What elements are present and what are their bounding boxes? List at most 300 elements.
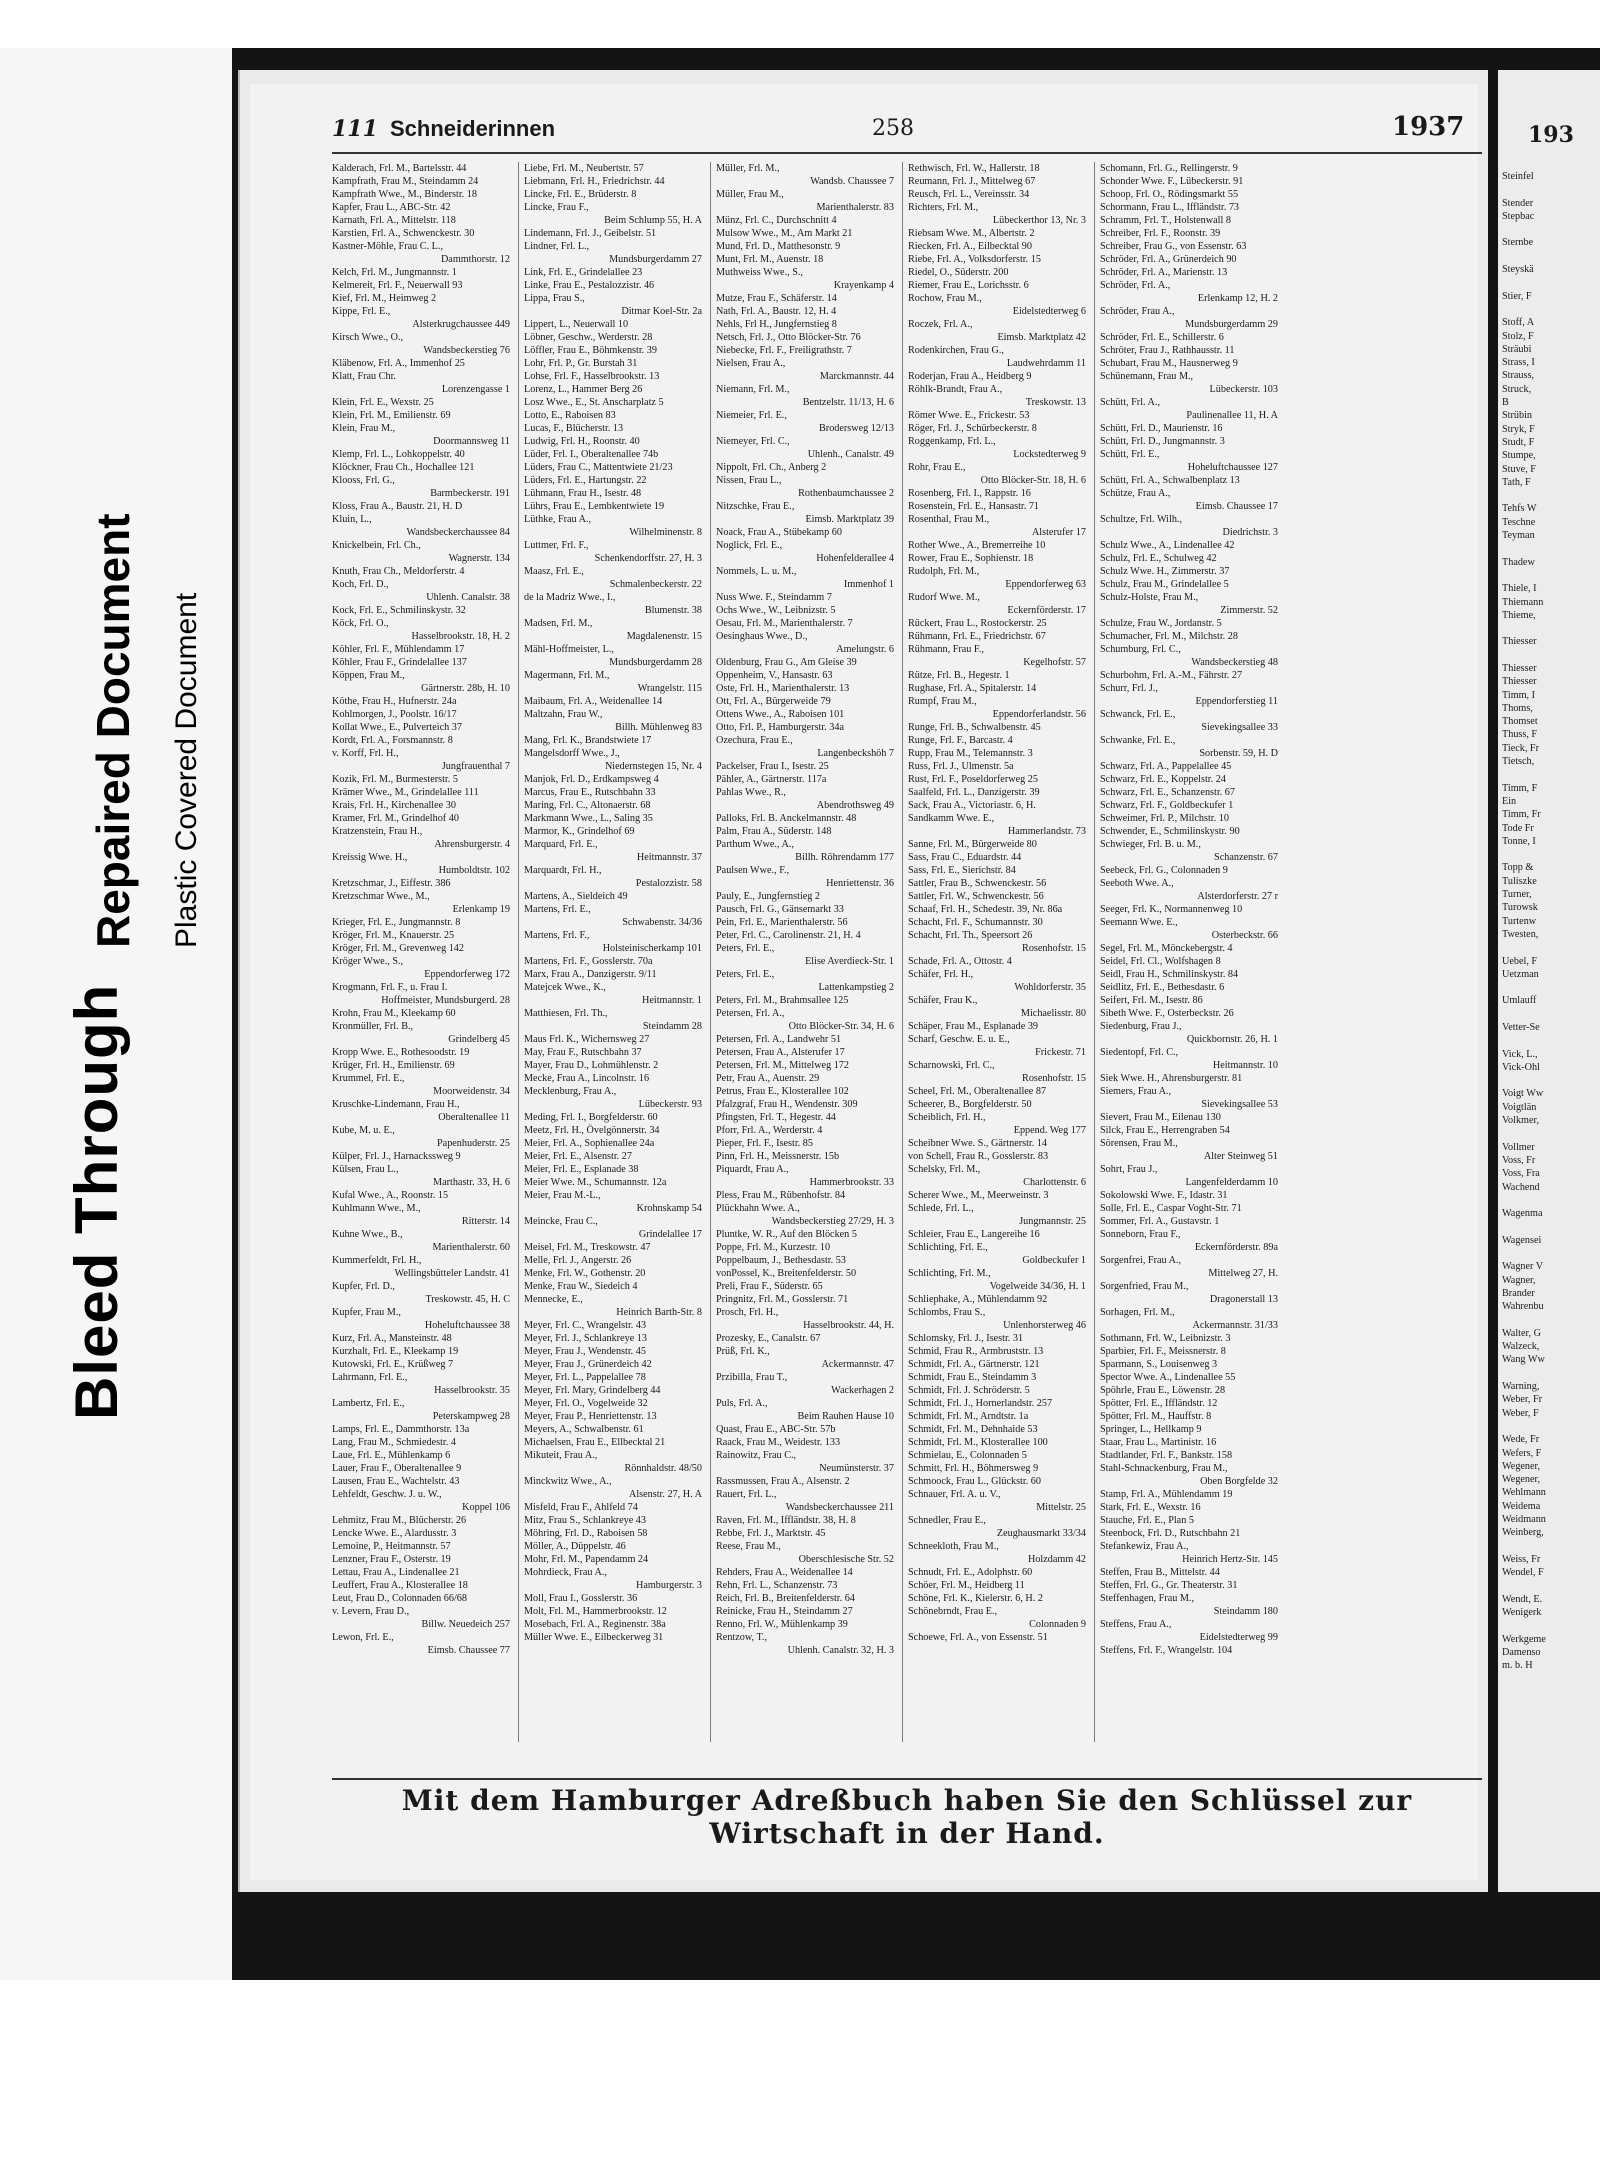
- directory-entry: Matthiesen, Frl. Th.,: [524, 1008, 608, 1019]
- directory-entry: Treskowstr. 13: [1025, 397, 1086, 408]
- directory-entry: Klemp, Frl. L., Lohkoppelstr. 40: [332, 449, 465, 460]
- directory-entry: Schwanck, Frl. E.,: [1100, 709, 1176, 720]
- directory-entry: Richters, Frl. M.,: [908, 202, 979, 213]
- next-page-entry: Tonne, I: [1502, 835, 1536, 847]
- directory-entry: Oldenburg, Frau G., Am Gleise 39: [716, 657, 857, 668]
- directory-entry: Reusch, Frl. L., Vereinsstr. 34: [908, 189, 1030, 200]
- directory-entry: Reich, Frl. B., Breitenfelderstr. 64: [716, 1593, 855, 1604]
- directory-entry: Alter Steinweg 51: [1203, 1151, 1278, 1162]
- directory-entry: Meier Wwe. M., Schumannstr. 12a: [524, 1177, 667, 1188]
- directory-entry: Schmidt, Frl. A., Gärtnerstr. 121: [908, 1359, 1040, 1370]
- directory-entry: Schlichting, Frl. E.,: [908, 1242, 988, 1253]
- directory-entry: Maltzahn, Frau W.,: [524, 709, 603, 720]
- directory-entry: Uhlenh. Canalstr. 38: [426, 592, 510, 603]
- directory-entry: Kampfrath, Frau M., Steindamm 24: [332, 176, 479, 187]
- directory-entry: Liebmann, Frl. H., Friedrichstr. 44: [524, 176, 665, 187]
- directory-entry: Stark, Frl. E., Wexstr. 16: [1100, 1502, 1201, 1513]
- directory-entry: Grindelallee 17: [638, 1229, 702, 1240]
- directory-entry: Niebecke, Frl. F., Freiligrathstr. 7: [716, 345, 852, 356]
- directory-entry: Misfeld, Frau F., Ahlfeld 74: [524, 1502, 638, 1513]
- directory-entry: Köhler, Frau F., Grindelallee 137: [332, 657, 467, 668]
- directory-entry: Puls, Frl. A.,: [716, 1398, 768, 1409]
- directory-entry: Sibeth Wwe. F., Osterbeckstr. 26: [1100, 1008, 1234, 1019]
- directory-entry: Runge, Frl. F., Barcastr. 4: [908, 735, 1013, 746]
- directory-entry: Doormannsweg 11: [433, 436, 510, 447]
- directory-entry: Siek Wwe. H., Ahrensburgerstr. 81: [1100, 1073, 1243, 1084]
- directory-entry: Springer, L., Hellkamp 9: [1100, 1424, 1202, 1435]
- directory-entry: Koppel 106: [462, 1502, 510, 1513]
- directory-entry: Pfalzgraf, Frau H., Wendenstr. 309: [716, 1099, 858, 1110]
- directory-entry: Schwender, E., Schmilinskystr. 90: [1100, 826, 1240, 837]
- directory-entry: Laudwehrdamm 11: [1006, 358, 1086, 369]
- directory-entry: Martens, Frl. F., Gosslerstr. 70a: [524, 956, 653, 967]
- next-page-entry: Wagensei: [1502, 1234, 1542, 1246]
- next-page-entry: [1502, 223, 1600, 236]
- directory-entry: Marthastr. 33, H. 6: [433, 1177, 510, 1188]
- directory-entry: Steffens, Frau A.,: [1100, 1619, 1172, 1630]
- directory-entry: Sokolowski Wwe. F., Idastr. 31: [1100, 1190, 1228, 1201]
- directory-entry: Wackerhagen 2: [831, 1385, 894, 1396]
- directory-entry: Schwarz, Frl. F., Goldbeckufer 1: [1100, 800, 1234, 811]
- directory-entry: Lüder, Frl. I., Oberaltenallee 74b: [524, 449, 659, 460]
- directory-entry: Gärtnerstr. 28b, H. 10: [421, 683, 510, 694]
- next-page-entry: [1502, 848, 1600, 861]
- directory-entry: Schneekloth, Frau M.,: [908, 1541, 999, 1552]
- directory-entry: Koch, Frl. D.,: [332, 579, 389, 590]
- directory-entry: Riedel, O., Süderstr. 200: [908, 267, 1009, 278]
- next-page-entry: Walzeck,: [1502, 1341, 1540, 1353]
- directory-entry: Ott, Frl. A., Bürgerweide 79: [716, 696, 831, 707]
- next-page-entry: Thoms,: [1502, 702, 1533, 714]
- directory-entry: Köck, Frl. O.,: [332, 618, 389, 629]
- next-page-entry: [1502, 1220, 1600, 1233]
- directory-entry: Ackermannstr. 47: [821, 1359, 894, 1370]
- directory-entry: Raack, Frau M., Weidestr. 133: [716, 1437, 841, 1448]
- section-title: Schneiderinnen: [390, 116, 556, 141]
- directory-entry: Roczek, Frl. A.,: [908, 319, 973, 330]
- directory-entry: Zimmerstr. 52: [1220, 605, 1278, 616]
- directory-entry: Schnudt, Frl. E., Adolphstr. 60: [908, 1567, 1033, 1578]
- directory-entry: Lattenkampstieg 2: [818, 982, 894, 993]
- directory-entry: Ditmar Koel-Str. 2a: [621, 306, 702, 317]
- directory-entry: Klöckner, Frau Ch., Hochallee 121: [332, 462, 475, 473]
- directory-entry: Papenhuderstr. 25: [437, 1138, 510, 1149]
- directory-entry: Rassmussen, Frau A., Alsenstr. 2: [716, 1476, 850, 1487]
- directory-entry: Heitmannstr. 10: [1212, 1060, 1278, 1071]
- directory-entry: Billh. Röhrendamm 177: [795, 852, 894, 863]
- directory-entry: Marcus, Frau E., Rutschbahn 33: [524, 787, 656, 798]
- directory-entry: Meyer, Frau J., Wendenstr. 45: [524, 1346, 646, 1357]
- next-page-entry: [1502, 276, 1600, 289]
- directory-entry: Seidl, Frau H., Schmilinskystr. 84: [1100, 969, 1239, 980]
- directory-entry: Magdalenenstr. 15: [626, 631, 702, 642]
- directory-entry: Hasselbrookstr. 44, H.: [803, 1320, 894, 1331]
- next-page-entry: [1502, 1540, 1600, 1553]
- directory-entry: Pestalozzistr. 58: [635, 878, 702, 889]
- directory-entry: Seeboth Wwe. A.,: [1100, 878, 1174, 889]
- directory-entry: Kupfer, Frau M.,: [332, 1307, 401, 1318]
- directory-entry: Alsterkrugchaussee 449: [412, 319, 510, 330]
- directory-entry: Plückhahn Wwe. A.,: [716, 1203, 800, 1214]
- header-rule: [332, 152, 1482, 154]
- directory-entry: Eidelstedterweg 99: [1199, 1632, 1278, 1643]
- next-page-entry: Thiele, I: [1502, 583, 1537, 595]
- directory-entry: Lindemann, Frl. J., Geibelstr. 51: [524, 228, 657, 239]
- next-page-entry: [1502, 941, 1600, 954]
- next-page-entry: Thieme,: [1502, 609, 1536, 621]
- column-divider: [518, 162, 519, 1742]
- directory-entry: Manjok, Frl. D., Erdkampsweg 4: [524, 774, 659, 785]
- directory-entry: Mecke, Frau A., Lincolnstr. 16: [524, 1073, 650, 1084]
- directory-entry: Löbner, Geschw., Werderstr. 28: [524, 332, 653, 343]
- directory-page: [238, 70, 1488, 1892]
- directory-entry: Marquardt, Frl. H.,: [524, 865, 602, 876]
- directory-entry: Kummerfeldt, Frl. H.,: [332, 1255, 422, 1266]
- directory-entry: Segel, Frl. M., Mönckebergstr. 4: [1100, 943, 1233, 954]
- directory-entry: Pähler, A., Gärtnerstr. 117a: [716, 774, 827, 785]
- directory-entry: Eppendorferweg 172: [424, 969, 510, 980]
- directory-entry: Sievekingsallee 33: [1201, 722, 1278, 733]
- directory-entry: Sorhagen, Frl. M.,: [1100, 1307, 1175, 1318]
- directory-entry: Holsteinischerkamp 101: [602, 943, 702, 954]
- directory-entry: Schmielau, E., Colonnaden 5: [908, 1450, 1027, 1461]
- directory-entry: Riemer, Frau E., Lorichsstr. 6: [908, 280, 1029, 291]
- directory-entry: Linke, Frau E., Pestalozzistr. 46: [524, 280, 655, 291]
- directory-entry: Lorenz, L., Hammer Berg 26: [524, 384, 643, 395]
- directory-entry: Treskowstr. 45, H. C: [425, 1294, 510, 1305]
- directory-entry: Schlomsky, Frl. J., Isestr. 31: [908, 1333, 1024, 1344]
- directory-entry: Matejcek Wwe., K.,: [524, 982, 606, 993]
- directory-entry: Wagnerstr. 134: [448, 553, 510, 564]
- directory-entry: Schütt, Frl. A.,: [1100, 397, 1161, 408]
- directory-entry: Lüders, Frl. E., Hartungstr. 22: [524, 475, 647, 486]
- directory-entry: Roderjan, Frau A., Heidberg 9: [908, 371, 1032, 382]
- directory-entry: Beim Schlump 55, H. A: [604, 215, 702, 226]
- directory-entry: Seifert, Frl. M., Isestr. 86: [1100, 995, 1203, 1006]
- directory-entry: Marckmannstr. 44: [819, 371, 894, 382]
- directory-entry: Jungfrauenthal 7: [441, 761, 510, 772]
- directory-entry: Paulsen Wwe., F.,: [716, 865, 790, 876]
- directory-entry: Kock, Frl. E., Schmilinskystr. 32: [332, 605, 466, 616]
- directory-entry: Molt, Frl. M., Hammerbrookstr. 12: [524, 1606, 667, 1617]
- directory-entry: Schulz Wwe. H., Zimmerstr. 37: [1100, 566, 1230, 577]
- next-page-entry: [1502, 1579, 1600, 1592]
- directory-entry: Lehmitz, Frau M., Blücherstr. 26: [332, 1515, 467, 1526]
- directory-entry: Maasz, Frl. E.,: [524, 566, 584, 577]
- directory-entry: Peters, Frl. E.,: [716, 943, 775, 954]
- next-page-entry: Thiemann: [1502, 596, 1544, 608]
- directory-entry: Scharnowski, Frl. C.,: [908, 1060, 995, 1071]
- directory-entry: von Schell, Frau R., Gosslerstr. 83: [908, 1151, 1049, 1162]
- directory-entry: Meyer, Frau P., Henriettenstr. 13: [524, 1411, 657, 1422]
- directory-entry: Steindamm 28: [642, 1021, 702, 1032]
- directory-entry: Schmidt, Frl. M., Arndtstr. 1a: [908, 1411, 1029, 1422]
- next-page-entry: [1502, 649, 1600, 662]
- next-page-entry: Strauss,: [1502, 370, 1534, 382]
- next-page-entry: Struck,: [1502, 383, 1532, 395]
- directory-entry: Seidel, Frl. Cl., Wolfshagen 8: [1100, 956, 1221, 967]
- directory-entry: Klein, Frl. E., Wexstr. 25: [332, 397, 434, 408]
- directory-entry: Langenbeckshöh 7: [817, 748, 894, 759]
- directory-entry: Kreissig Wwe. H.,: [332, 852, 408, 863]
- directory-entry: Bentzelstr. 11/13, H. 6: [802, 397, 894, 408]
- directory-entry: Schöer, Frl. M., Heidberg 11: [908, 1580, 1025, 1591]
- next-page-entry: Teyman: [1502, 530, 1535, 542]
- directory-entry: Steenbock, Frl. D., Rutschbahn 21: [1100, 1528, 1241, 1539]
- directory-entry: Lambertz, Frl. E.,: [332, 1398, 405, 1409]
- directory-entry: Nehls, Frl H., Jungfernstieg 8: [716, 319, 837, 330]
- directory-entry: Schmalenbeckerstr. 22: [609, 579, 702, 590]
- directory-entry: Hoheluftchaussee 127: [1187, 462, 1278, 473]
- directory-entry: Schnedler, Frau E.,: [908, 1515, 986, 1526]
- directory-entry: Kluin, L.,: [332, 514, 372, 525]
- directory-entry: Schröder, Frl. A., Grünerdeich 90: [1100, 254, 1237, 265]
- directory-entry: Sothmann, Frl. W., Leibnizstr. 3: [1100, 1333, 1231, 1344]
- directory-entry: Sparmann, S., Louisenweg 3: [1100, 1359, 1218, 1370]
- directory-entry: Sorbenstr. 59, H. D: [1199, 748, 1278, 759]
- directory-entry: Heitmannstr. 1: [642, 995, 702, 1006]
- directory-entry: Petersen, Frl. M., Mittelweg 172: [716, 1060, 849, 1071]
- directory-entry: Hohenfelderallee 4: [816, 553, 894, 564]
- directory-entry: Müller, Frl. M.,: [716, 163, 780, 174]
- directory-entry: Lindner, Frl. L.,: [524, 241, 590, 252]
- directory-entry: Schulz-Holste, Frau M.,: [1100, 592, 1199, 603]
- next-page-entry: [1502, 1127, 1600, 1140]
- directory-entry: Rehders, Frau A., Weidenallee 14: [716, 1567, 853, 1578]
- directory-entry: Stauche, Frl. E., Plan 5: [1100, 1515, 1194, 1526]
- directory-entry: Kelch, Frl. M., Jungmannstr. 1: [332, 267, 457, 278]
- directory-entry: Holzdamm 42: [1027, 1554, 1086, 1565]
- next-page-entry: Turowsk: [1502, 902, 1538, 914]
- running-head: [332, 110, 1482, 150]
- directory-entry: Marquard, Frl. E.,: [524, 839, 598, 850]
- directory-entry: Pinn, Frl. H., Meissnerstr. 15b: [716, 1151, 840, 1162]
- next-page-entry: Thomset: [1502, 716, 1538, 728]
- directory-entry: Riebsam Wwe. M., Albertstr. 2: [908, 228, 1035, 239]
- directory-entry: Sorgenfried, Frau M.,: [1100, 1281, 1189, 1292]
- next-page-entry: Twesten,: [1502, 928, 1539, 940]
- directory-entry: Steffens, Frl. F., Wrangelstr. 104: [1100, 1645, 1233, 1656]
- directory-entry: Schlichting, Frl. M.,: [908, 1268, 991, 1279]
- directory-entry: Schmidt, Frl. J., Hornerlandstr. 257: [908, 1398, 1053, 1409]
- next-page-entry: [1502, 303, 1600, 316]
- column-divider: [1094, 162, 1095, 1742]
- next-page-entry: [1502, 569, 1600, 582]
- next-page-entry: [1502, 1194, 1600, 1207]
- directory-entry: Mittelweg 27, H.: [1208, 1268, 1278, 1279]
- directory-entry: Schöne, Frl. K., Kielerstr. 6, H. 2: [908, 1593, 1043, 1604]
- column-divider: [710, 162, 711, 1742]
- directory-entry: Siedentopf, Frl. C.,: [1100, 1047, 1179, 1058]
- directory-entry: Rosenhofstr. 15: [1022, 943, 1086, 954]
- directory-entry: Nissen, Frau L.,: [716, 475, 782, 486]
- directory-entry: Hoheluftchaussee 38: [424, 1320, 510, 1331]
- next-page-entry: Vetter-Se: [1502, 1022, 1540, 1033]
- directory-entry: Mennecke, E.,: [524, 1294, 583, 1305]
- directory-entry: Kretzschmar Wwe., M.,: [332, 891, 430, 902]
- next-page-entry: Tietsch,: [1502, 756, 1535, 768]
- next-page-entry: [1502, 622, 1600, 635]
- next-page-entry: Stepbac: [1502, 210, 1535, 222]
- directory-entry: Lencke Wwe. E., Alardusstr. 3: [332, 1528, 457, 1539]
- column-divider: [902, 162, 903, 1742]
- directory-entry: Mundsburgerdamm 27: [609, 254, 702, 265]
- directory-entry: Krummel, Frl. E.,: [332, 1073, 405, 1084]
- directory-entry: Oberschlesische Str. 52: [798, 1554, 894, 1565]
- next-page-entry: Weidema: [1502, 1500, 1541, 1512]
- directory-entry: Sattler, Frl. W., Schwenckestr. 56: [908, 891, 1044, 902]
- directory-entry: Sparbier, Frl. F., Meissnerstr. 8: [1100, 1346, 1226, 1357]
- directory-entry: Packelser, Frau I., Isestr. 25: [716, 761, 829, 772]
- directory-entry: Lohse, Frl. F., Hasselbrookstr. 13: [524, 371, 660, 382]
- directory-entry: Münz, Frl. C., Durchschnitt 4: [716, 215, 837, 226]
- directory-entry: Madsen, Frl. M.,: [524, 618, 593, 629]
- directory-entry: Oesinghaus Wwe., D.,: [716, 631, 808, 642]
- next-page-entry: [1502, 489, 1600, 502]
- directory-entry: Krohn, Frau M., Kleekamp 60: [332, 1008, 456, 1019]
- next-page-entry: Weiss, Fr: [1502, 1553, 1541, 1565]
- directory-entry: Lenzner, Frau F., Osterstr. 19: [332, 1554, 451, 1565]
- directory-entry: Leut, Frau D., Colonnaden 66/68: [332, 1593, 467, 1604]
- next-page-entry: Strübin: [1502, 410, 1533, 422]
- directory-entry: Kretzschmar, J., Eiffestr. 386: [332, 878, 451, 889]
- directory-entry: Eppendorferstieg 11: [1195, 696, 1278, 707]
- directory-entry: Scheibner Wwe. S., Gärtnerstr. 14: [908, 1138, 1048, 1149]
- next-page-entry: [1502, 1247, 1600, 1260]
- directory-entry: Krüger, Frl. H., Emilienstr. 69: [332, 1060, 455, 1071]
- directory-entry: Kurz, Frl. A., Mansteinstr. 48: [332, 1333, 452, 1344]
- directory-entry: Seebeck, Frl. G., Colonnaden 9: [1100, 865, 1228, 876]
- directory-entry: Rethwisch, Frl. W., Hallerstr. 18: [908, 163, 1040, 174]
- directory-entry: Maibaum, Frl. A., Weidenallee 14: [524, 696, 663, 707]
- directory-entry: Lockstedterweg 9: [1013, 449, 1086, 460]
- directory-entry: Eimsb. Chaussee 17: [1195, 501, 1278, 512]
- directory-entry: de la Madriz Wwe., I.,: [524, 592, 616, 603]
- directory-entry: Meincke, Frau C.,: [524, 1216, 598, 1227]
- directory-entry: Netsch, Frl. J., Otto Blöcker-Str. 76: [716, 332, 861, 343]
- directory-entry: Raven, Frl. M., Iffländstr. 38, H. 8: [716, 1515, 856, 1526]
- directory-entry: Müller Wwe. E., Eilbeckerweg 31: [524, 1632, 664, 1643]
- directory-entry: Lemoine, P., Heitmannstr. 57: [332, 1541, 451, 1552]
- directory-entry: Schulz, Frl. E., Schulweg 42: [1100, 553, 1217, 564]
- directory-entry: Mulsow Wwe., M., Am Markt 21: [716, 228, 853, 239]
- directory-entry: Wrangelstr. 115: [637, 683, 702, 694]
- directory-entry: Silck, Frau E., Herrengraben 54: [1100, 1125, 1230, 1136]
- directory-entry: Stefankewiz, Frau A.,: [1100, 1541, 1189, 1552]
- directory-entry: Immenhof 1: [843, 579, 894, 590]
- directory-entry: Petersen, Frl. A., Landwehr 51: [716, 1034, 842, 1045]
- directory-entry: Külper, Frl. J., Harnackssweg 9: [332, 1151, 461, 1162]
- directory-entry: Sommer, Frl. A., Gustavstr. 1: [1100, 1216, 1220, 1227]
- directory-entry: Lang, Frau M., Schmiedestr. 4: [332, 1437, 456, 1448]
- directory-entry: Rebbe, Frl. J., Marktstr. 45: [716, 1528, 826, 1539]
- directory-entry: Klein, Frl. M., Emilienstr. 69: [332, 410, 451, 421]
- directory-entry: Marienthalerstr. 60: [432, 1242, 510, 1253]
- directory-entry: Nath, Frl. A., Baustr. 12, H. 4: [716, 306, 837, 317]
- directory-entry: Sievert, Frau M., Eilenau 130: [1100, 1112, 1221, 1123]
- directory-entry: Niemeier, Frl. E.,: [716, 410, 787, 421]
- next-page-entry: Strass, I: [1502, 357, 1535, 369]
- next-page-fragment: [1492, 70, 1600, 1892]
- directory-entry: Kozik, Frl. M., Burmesterstr. 5: [332, 774, 458, 785]
- directory-entry: Rodenkirchen, Frau G.,: [908, 345, 1004, 356]
- directory-entry: Mähl-Hoffmeister, L.,: [524, 644, 614, 655]
- directory-entry: Köppen, Frau M.,: [332, 670, 405, 681]
- directory-entry: Eckernförderstr. 89a: [1194, 1242, 1278, 1253]
- directory-entry: Schleier, Frau E., Langereihe 16: [908, 1229, 1040, 1240]
- directory-entry: Abendrothsweg 49: [816, 800, 894, 811]
- directory-entry: Peterskampweg 28: [432, 1411, 510, 1422]
- directory-entry: Parthum Wwe., A.,: [716, 839, 794, 850]
- directory-entry: Stadtlander, Frl. F., Bankstr. 158: [1100, 1450, 1233, 1461]
- next-page-entry: Sternbe: [1502, 237, 1534, 249]
- directory-entry: Mohrdieck, Frau A.,: [524, 1567, 607, 1578]
- directory-entry: Kronmüller, Frl. B.,: [332, 1021, 414, 1032]
- directory-entry: Krämer Wwe., M., Grindelallee 111: [332, 787, 479, 798]
- next-page-entry: Timm, Fr: [1502, 809, 1541, 821]
- directory-entry: Scheel, Frl. M., Oberaltenallee 87: [908, 1086, 1047, 1097]
- next-page-entry: Sträubi: [1502, 343, 1532, 355]
- next-page-entry: [1502, 250, 1600, 263]
- directory-entry: Karnath, Frl. A., Mittelstr. 118: [332, 215, 456, 226]
- directory-entry: Losz Wwe., E., St. Anscharplatz 5: [524, 397, 664, 408]
- next-page-entry: Wede, Fr: [1502, 1434, 1540, 1446]
- directory-entry: Riecken, Frl. A., Eilbecktal 90: [908, 241, 1032, 252]
- directory-entry: Rönnhaldstr. 48/50: [624, 1463, 702, 1474]
- annotation-tab: [0, 48, 232, 1980]
- directory-entry: Schünemann, Frau M.,: [1100, 371, 1194, 382]
- next-page-entry: Stuve, F: [1502, 463, 1536, 475]
- directory-entry: Alsenstr. 27, H. A: [628, 1489, 702, 1500]
- directory-entry: Kröger, Frl. M., Knauerstr. 25: [332, 930, 455, 941]
- directory-entry: Alsterufer 17: [1031, 527, 1086, 538]
- directory-entry: Lübeckerstr. 93: [638, 1099, 702, 1110]
- directory-entry: Russ, Frl. J., Ulmenstr. 5a: [908, 761, 1014, 772]
- directory-entry: Steindamm 180: [1213, 1606, 1278, 1617]
- directory-entry: Noglick, Frl. E.,: [716, 540, 783, 551]
- directory-entry: Stahl-Schnackenburg, Frau M.,: [1100, 1463, 1228, 1474]
- directory-entry: Schonder Wwe. F., Lübeckerstr. 91: [1100, 176, 1244, 187]
- directory-entry: Hamburgerstr. 3: [635, 1580, 702, 1591]
- directory-entry: Peters, Frl. M., Brahmsallee 125: [716, 995, 849, 1006]
- directory-entry: Colonnaden 9: [1029, 1619, 1086, 1630]
- column-3: [716, 162, 896, 1742]
- directory-entry: Steffenhagen, Frau M.,: [1100, 1593, 1195, 1604]
- directory-entry: Frickestr. 71: [1035, 1047, 1086, 1058]
- directory-entry: Meyer, Frl. O., Vogelweide 32: [524, 1398, 648, 1409]
- next-page-entry: Weber, F: [1502, 1407, 1539, 1419]
- year: 1937: [1392, 112, 1465, 142]
- directory-entry: Melle, Frl. J., Angerstr. 26: [524, 1255, 632, 1266]
- directory-entry: Nuss Wwe. F., Steindamm 7: [716, 592, 832, 603]
- next-page-entry: Thuss, F: [1502, 729, 1538, 741]
- directory-entry: Schoop, Frl. O., Rödingsmarkt 55: [1100, 189, 1239, 200]
- directory-entry: Mang, Frl. K., Brandstwiete 17: [524, 735, 652, 746]
- directory-entry: Kuhlmann Wwe., M.,: [332, 1203, 421, 1214]
- directory-entry: Wandsbeckerstieg 76: [423, 345, 510, 356]
- directory-entry: Pieper, Frl. F., Isestr. 85: [716, 1138, 813, 1149]
- directory-entry: Eppend. Weg 177: [1013, 1125, 1086, 1136]
- directory-entry: Schäper, Frau M., Esplanade 39: [908, 1021, 1039, 1032]
- directory-entry: Meier, Frl. E., Alsenstr. 27: [524, 1151, 632, 1162]
- listing-columns: [332, 162, 1482, 1742]
- next-page-entry: Wehlmann: [1502, 1487, 1546, 1499]
- directory-entry: Quast, Frau E., ABC-Str. 57b: [716, 1424, 836, 1435]
- directory-entry: Eppendorferlandstr. 56: [992, 709, 1086, 720]
- directory-entry: Oben Borgfelde 32: [1200, 1476, 1278, 1487]
- next-page-entry: Tehfs W: [1502, 503, 1537, 515]
- directory-entry: Martens, Frl. F.,: [524, 930, 590, 941]
